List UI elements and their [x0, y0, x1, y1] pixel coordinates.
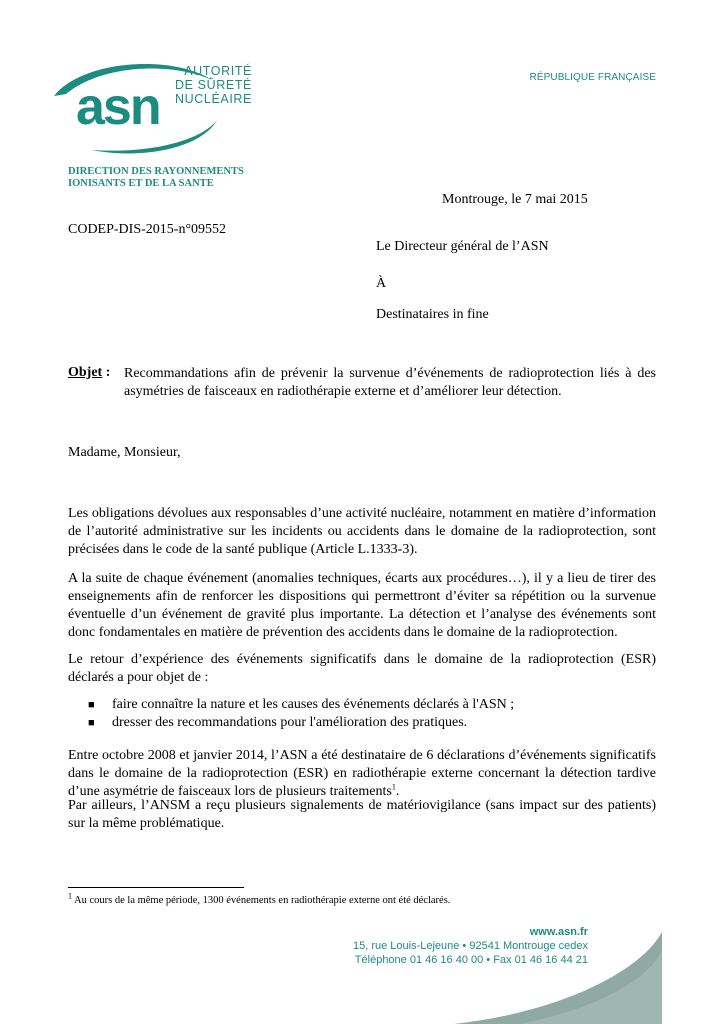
- paragraph-4: [68, 747, 656, 801]
- list-item-text: dresser des recommandations pour l'amélioration des pratiques.: [112, 715, 468, 730]
- direction-header: [68, 166, 328, 190]
- paragraph-4-text: Entre octobre 2008 et janvier 2014, l’ASN a été destinataire de 6 déclarations d’événements significatifs dans le domaine de la radioprotection (ESR) en radiothérapie externe concernant la détection tardive d’une asymétrie de faisceaux lors de plusieurs traitements: [68, 748, 656, 799]
- footer-address: 15, rue Louis-Lejeune • 92541 Montrouge cedex: [352, 940, 588, 952]
- objet-label: [68, 365, 110, 381]
- logo-line-1: AUTORITÉ: [184, 64, 252, 78]
- footer-phone: Téléphone 01 46 16 40 00 • Fax 01 46 16 44 21: [354, 954, 588, 966]
- paragraph-3: Le retour d’expérience des événements significatifs dans le domaine de la radioprotection (ESR) déclarés a pour objet de :: [68, 652, 656, 685]
- footnote-ref[interactable]: 1: [391, 782, 396, 792]
- letter-date: Montrouge, le 7 mai 2015: [442, 192, 588, 207]
- paragraph-1: Les obligations dévolues aux responsables d’une activité nucléaire, notamment en matière d’information de l’autorité administrative sur les incidents ou accidents dans le domaine de la radioprotection, sont précisées dans le code de la santé publique (Article L.1333-3).: [68, 506, 656, 557]
- website-link[interactable]: www.asn.fr: [529, 926, 588, 938]
- objet-label-text: Objet: [68, 365, 103, 380]
- letter-reference: CODEP-DIS-2015-n°09552: [68, 222, 227, 237]
- asn-logo: [52, 58, 252, 158]
- footnote-divider: [68, 887, 244, 888]
- logo-line-3: NUCLÉAIRE: [175, 92, 252, 106]
- to-marker: À: [376, 276, 387, 291]
- recipients: Destinataires in fine: [376, 307, 489, 322]
- asn-logo-text: [152, 64, 252, 106]
- list-item-text: faire connaître la nature et les causes des événements déclarés à l'ASN ;: [112, 697, 515, 712]
- republique-francaise: RÉPUBLIQUE FRANÇAISE: [529, 72, 656, 83]
- list-item: [88, 714, 648, 732]
- logo-line-2: DE SÛRETÉ: [175, 78, 252, 92]
- objet-label-colon: :: [102, 365, 111, 380]
- direction-line-2: IONISANTS ET DE LA SANTE: [68, 178, 214, 189]
- bullet-square-icon: ■: [88, 717, 95, 729]
- direction-line-1: DIRECTION DES RAYONNEMENTS: [68, 166, 244, 177]
- objet-text: Recommandations afin de prévenir la survenue d’événements de radioprotection liés à des asymétries de faisceaux en radiothérapie externe et d’améliorer leur détection.: [124, 366, 656, 399]
- footnote-number: 1: [68, 891, 72, 901]
- bullet-square-icon: ■: [88, 699, 95, 711]
- paragraph-5: Par ailleurs, l’ANSM a reçu plusieurs signalements de matériovigilance (sans impact sur des patients) sur la même problématique.: [68, 798, 656, 831]
- footnote-text: Au cours de la même période, 1300 événements en radiothérapie externe ont été déclarés.: [72, 895, 451, 906]
- list-item: [88, 696, 648, 714]
- sender: Le Directeur général de l’ASN: [376, 239, 549, 254]
- paragraph-4-end: .: [395, 784, 400, 799]
- asn-wordmark: asn: [76, 78, 160, 136]
- salutation: Madame, Monsieur,: [68, 445, 181, 460]
- bullet-list: [88, 696, 648, 732]
- paragraph-2: A la suite de chaque événement (anomalies techniques, écarts aux procédures…), il y a lieu de tirer des enseignements afin de renforcer les dispositions qui permettront d’éviter sa répétition ou la survenue éventuelle d’un événement de gravité plus importante. La détection et l’analyse des événements sont donc fondamentales en matière de prévention des accidents dans le domaine de la radioprotection.: [68, 571, 656, 640]
